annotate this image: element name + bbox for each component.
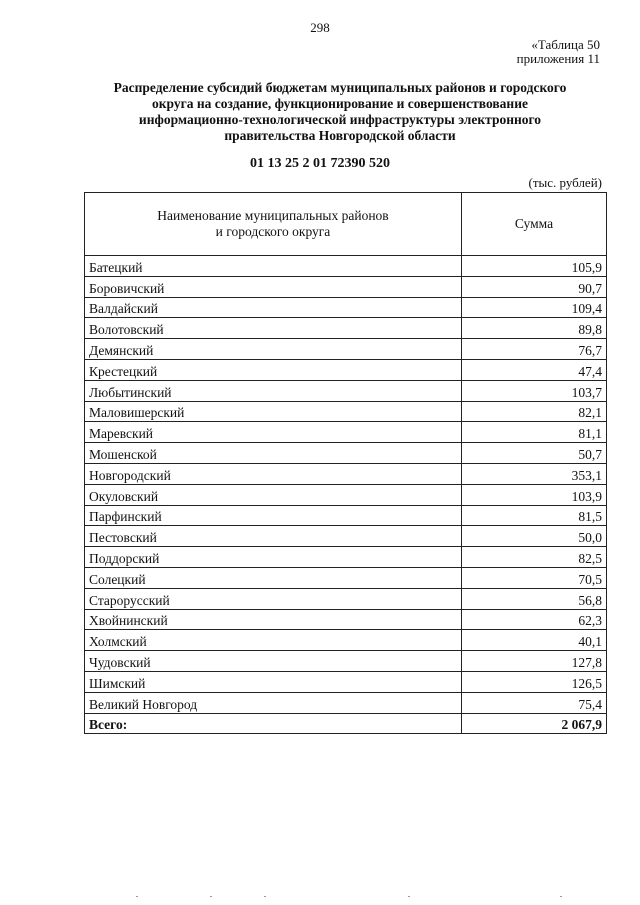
- subsidy-amount: 82,1: [462, 401, 607, 422]
- scan-mark: [210, 896, 212, 897]
- table-reference: [517, 38, 600, 66]
- table-row: [85, 318, 607, 339]
- table-row: [85, 422, 607, 443]
- subsidy-amount: 82,5: [462, 547, 607, 568]
- subsidy-amount: 47,4: [462, 359, 607, 380]
- district-name: Чудовский: [85, 651, 462, 672]
- title-line-1: Распределение субсидий бюджетам муниципальных районов и городского: [113, 80, 567, 95]
- table-row: [85, 463, 607, 484]
- table-row: [85, 297, 607, 318]
- table-row: [85, 256, 607, 277]
- table-ref-line-1: «Таблица 50: [531, 37, 600, 52]
- district-name: Хвойнинский: [85, 609, 462, 630]
- header-name-cell: [85, 193, 462, 256]
- table-row: [85, 276, 607, 297]
- title-line-4: правительства Новгородской области: [224, 128, 456, 143]
- district-name: Поддорский: [85, 547, 462, 568]
- title-line-2: округа на создание, функционирование и совершенствование: [152, 96, 528, 111]
- total-value: 2 067,9: [462, 713, 607, 734]
- table-row: [85, 339, 607, 360]
- table-row: [85, 443, 607, 464]
- header-sum-cell: Сумма: [462, 193, 607, 256]
- district-name: Маловишерский: [85, 401, 462, 422]
- total-row: [85, 713, 607, 734]
- district-name: Боровичский: [85, 276, 462, 297]
- units-label: (тыс. рублей): [528, 175, 602, 190]
- table-row: [85, 567, 607, 588]
- table-row: [85, 380, 607, 401]
- scan-mark: [408, 896, 410, 897]
- table-row: [85, 484, 607, 505]
- subsidy-amount: 127,8: [462, 651, 607, 672]
- table-header-row: [85, 193, 607, 256]
- district-name: Маревский: [85, 422, 462, 443]
- district-name: Батецкий: [85, 256, 462, 277]
- district-name: Мошенской: [85, 443, 462, 464]
- district-name: Крестецкий: [85, 359, 462, 380]
- total-label: Всего:: [85, 713, 462, 734]
- table-row: [85, 630, 607, 651]
- table-ref-line-2: приложения 11: [516, 51, 600, 66]
- district-name: Шимский: [85, 671, 462, 692]
- table-row: [85, 359, 607, 380]
- subsidy-table: [84, 192, 607, 734]
- district-name: Старорусский: [85, 588, 462, 609]
- district-name: Солецкий: [85, 567, 462, 588]
- subsidy-amount: 81,5: [462, 505, 607, 526]
- district-name: Волотовский: [85, 318, 462, 339]
- district-name: Окуловский: [85, 484, 462, 505]
- table-row: [85, 671, 607, 692]
- table-row: [85, 651, 607, 672]
- table-row: [85, 692, 607, 713]
- district-name: Новгородский: [85, 463, 462, 484]
- table-row: [85, 609, 607, 630]
- subsidy-amount: 81,1: [462, 422, 607, 443]
- subsidy-amount: 50,0: [462, 526, 607, 547]
- header-name-line-1: Наименование муниципальных районов: [157, 208, 389, 223]
- subsidy-amount: 75,4: [462, 692, 607, 713]
- table-row: [85, 526, 607, 547]
- subsidy-amount: 89,8: [462, 318, 607, 339]
- subsidy-amount: 70,5: [462, 567, 607, 588]
- scan-mark: [264, 896, 266, 897]
- subsidy-amount: 126,5: [462, 671, 607, 692]
- scan-mark: [560, 896, 562, 897]
- subsidy-amount: 105,9: [462, 256, 607, 277]
- subsidy-amount: 40,1: [462, 630, 607, 651]
- district-name: Парфинский: [85, 505, 462, 526]
- page-number: 298: [310, 20, 330, 35]
- table-row: [85, 588, 607, 609]
- district-name: Холмский: [85, 630, 462, 651]
- table-row: [85, 547, 607, 568]
- subsidy-amount: 103,7: [462, 380, 607, 401]
- subsidy-amount: 56,8: [462, 588, 607, 609]
- subsidy-amount: 50,7: [462, 443, 607, 464]
- district-name: Великий Новгород: [85, 692, 462, 713]
- subsidy-amount: 90,7: [462, 276, 607, 297]
- district-name: Пестовский: [85, 526, 462, 547]
- subsidy-amount: 62,3: [462, 609, 607, 630]
- budget-code: 01 13 25 2 01 72390 520: [250, 156, 390, 171]
- subsidy-amount: 76,7: [462, 339, 607, 360]
- subsidy-amount: 353,1: [462, 463, 607, 484]
- title-line-3: информационно-технологической инфраструктуры электронного: [138, 112, 542, 127]
- subsidy-amount: 109,4: [462, 297, 607, 318]
- header-name-line-2: и городского округа: [215, 224, 331, 239]
- table-body: [85, 256, 607, 714]
- district-name: Валдайский: [85, 297, 462, 318]
- district-name: Демянский: [85, 339, 462, 360]
- document-title: [70, 80, 610, 144]
- table-row: [85, 505, 607, 526]
- scan-mark: [136, 896, 138, 897]
- table-row: [85, 401, 607, 422]
- subsidy-amount: 103,9: [462, 484, 607, 505]
- district-name: Любытинский: [85, 380, 462, 401]
